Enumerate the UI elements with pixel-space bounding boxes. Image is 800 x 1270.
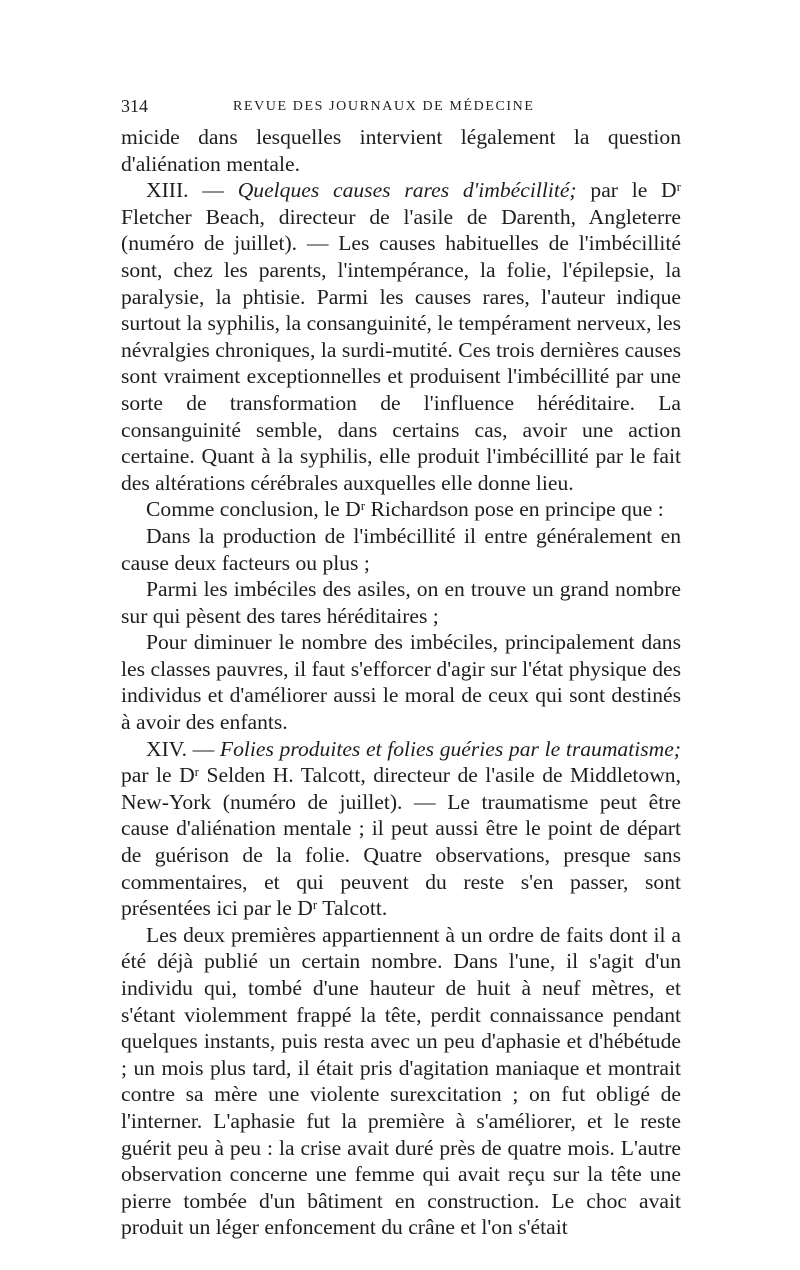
paragraph-conclusion: Comme conclusion, le $D^r$ Richardson pose en principe que :	[146, 497, 664, 522]
running-title: REVUE DES JOURNAUX DE MÉDECINE	[233, 99, 535, 114]
section-title: Quelques causes rares d'imbécillité;	[237, 178, 577, 203]
paragraph-section-xiv: XIV. — Folies produites et folies guéries par le traumatisme; par le $D^r$ Selden H. Talcott, directeur de l'asile de Middletown, New-York (numéro de juillet). — Le traumatisme peut être cause d'aliénation mentale ; il peut aussi être le point de départ de guérison de la folie. Quatre observations, presque sans commentaires, et qui peuvent du reste s'en passer, sont présentées ici par le $D^r$ Talcott.	[121, 736, 681, 921]
paragraph-point-1: Dans la production de l'imbécillité il entre généralement en cause deux facteurs ou plus ;	[121, 523, 681, 575]
paragraph-point-3: Pour diminuer le nombre des imbéciles, principalement dans les classes pauvres, il faut s'efforcer d'agir sur l'état physique des individus et d'améliorer aussi le moral de ceux qui sont destinés à avoir des enfants.	[121, 630, 681, 735]
paragraph-cases: Les deux premières appartiennent à un ordre de faits dont il a été déjà publié un certain nombre. Dans l'une, il s'agit d'un individu qui, tombé d'une hauteur de huit à neuf mètres, et s'étant violemment frappé la tête, perdit connaissance pendant quelques instants, puis resta avec un peu d'aphasie et d'hébétude ; un mois plus tard, il était pris d'agitation maniaque et montrait contre sa mère une violente surexcitation ; on fut obligé de l'interner. L'aphasie fut la première à s'améliorer, et le reste guérit peu à peu : la crise avait duré près de quatre mois. L'autre observation concerne une femme qui avait reçu sur la tête une pierre tombée d'un bâtiment en construction. Le choc avait produit un léger enfoncement du crâne et l'on s'était	[121, 922, 681, 1240]
section-number: XIII. —	[146, 178, 224, 203]
page-number: 314	[121, 96, 148, 116]
document-page	[121, 92, 681, 1241]
paragraph-section-xiii: XIII. — Quelques causes rares d'imbécillité; par le $D^r$ Fletcher Beach, directeur de l'asile de Darenth, Angleterre (numéro de juillet). — Les causes habituelles de l'imbécillité sont, chez les parents, l'intempérance, la folie, l'épilepsie, la paralysie, la phtisie. Parmi les causes rares, l'auteur indique surtout la syphilis, la consanguinité, le tempérament nerveux, les névralgies chroniques, la surdi-mutité. Ces trois dernières causes sont vraiment exceptionnelles et produisent l'imbécillité par une sorte de transformation de l'influence héréditaire. La consanguinité semble, dans certains cas, avoir une action certaine. Quant à la syphilis, elle produit l'imbécillité par le fait des altérations cérébrales auxquelles elle donne lieu.	[121, 178, 681, 495]
paragraph-continuation: micide dans lesquelles intervient légalement la question d'aliénation mentale.	[121, 125, 681, 176]
body-text	[121, 124, 681, 1241]
section-title: Folies produites et folies guéries par le traumatisme;	[219, 736, 681, 761]
section-number: XIV. —	[146, 736, 215, 761]
paragraph-point-2: Parmi les imbéciles des asiles, on en trouve un grand nombre sur qui pèsent des tares héréditaires ;	[121, 577, 681, 628]
running-header	[121, 92, 681, 126]
